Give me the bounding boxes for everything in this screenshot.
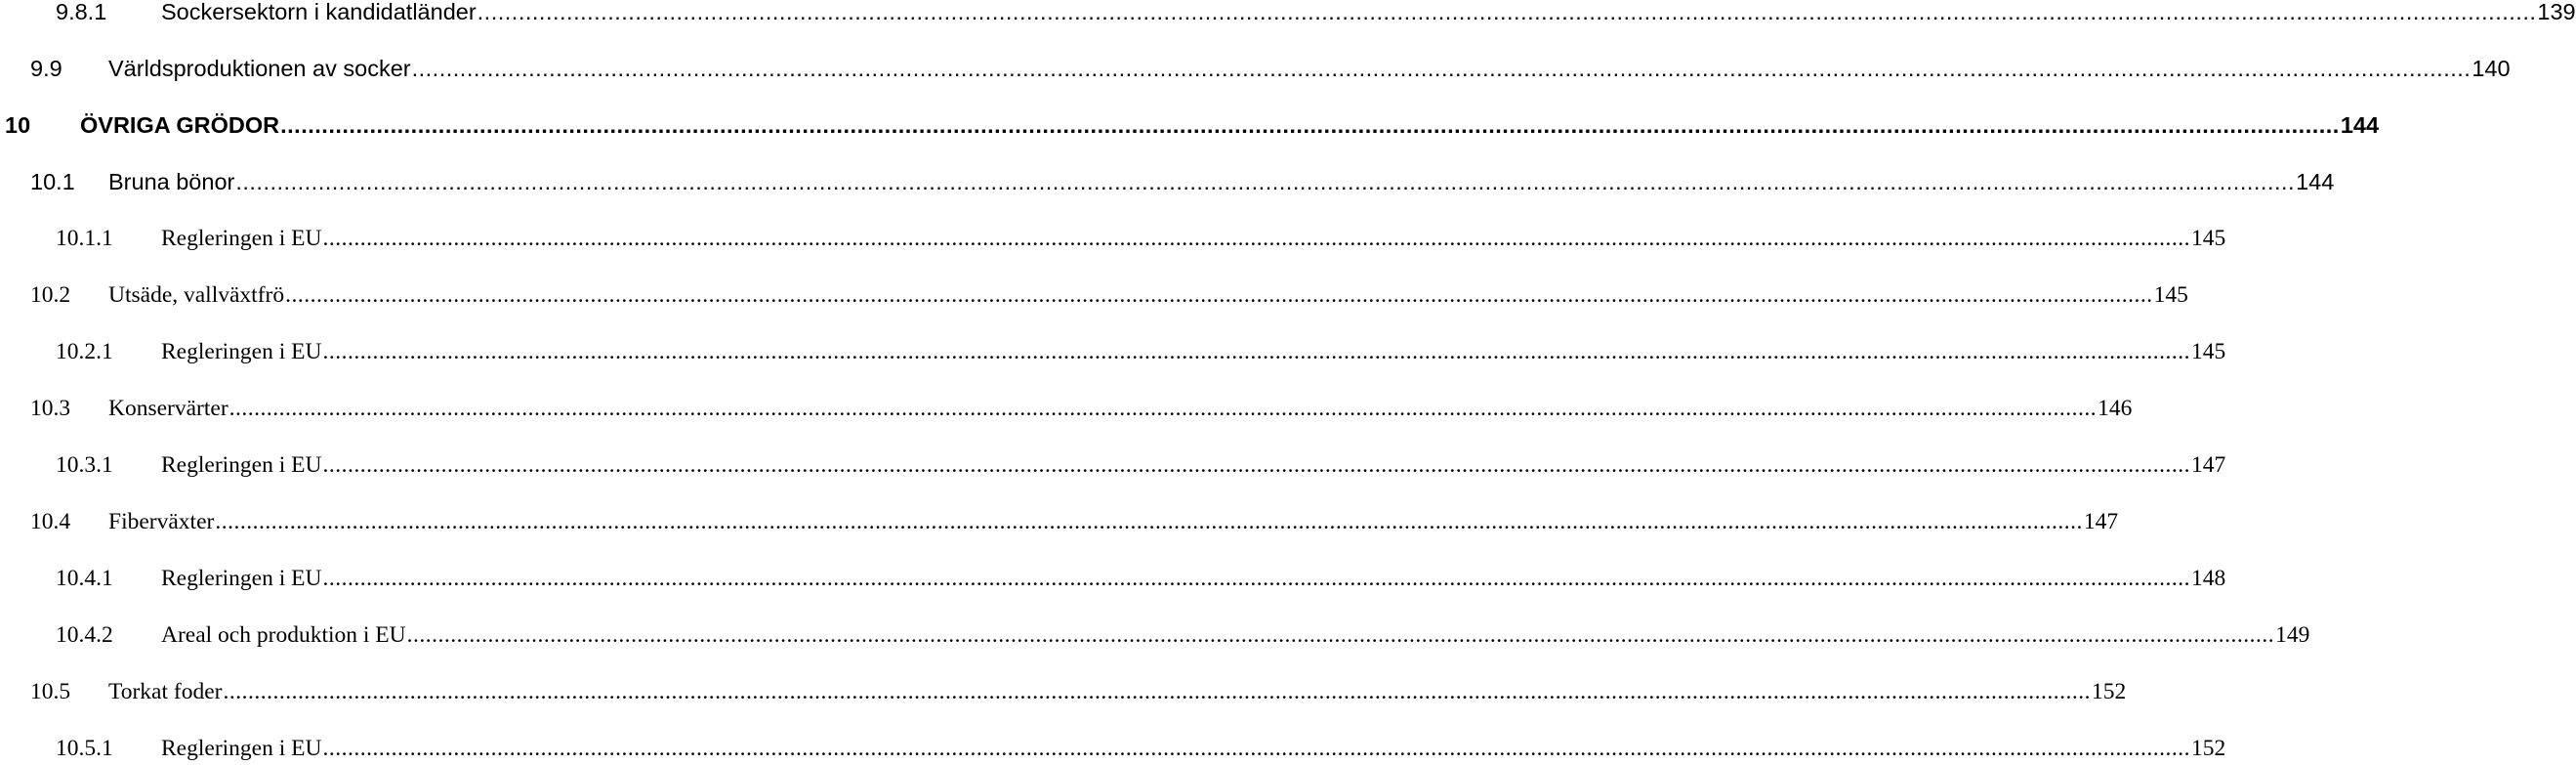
dot-leader: ............................................................................................................................................................................................................................................................................................................ [322,736,2190,761]
toc-entry-number: 9.9 [30,56,62,81]
dot-leader: ............................................................................................................................................................................................................................................................................................................ [223,679,2091,704]
toc-entry-number: 9.8.1 [56,0,107,24]
toc-entry-title: Regleringen i EU [161,736,322,761]
toc-entry-page: 144 [2340,112,2380,138]
toc-entry-number: 10.4.2 [56,622,113,648]
toc-entry-title: Världsproduktionen av socker [108,56,411,81]
toc-entry-10-5[interactable] [30,677,2127,706]
toc-entry-title: Fiberväxter [108,509,215,534]
dot-leader: ............................................................................................................................................................................................................................................................................................................ [411,56,2472,81]
toc-entry-10-1-1[interactable] [56,224,2226,253]
dot-leader: ............................................................................................................................................................................................................................................................................................................ [229,396,2098,421]
toc-entry-title: Regleringen i EU [161,226,322,251]
dot-leader: ............................................................................................................................................................................................................................................................................................................ [235,169,2296,194]
toc-entry-page: 145 [2190,339,2226,364]
toc-entry-number: 10.3.1 [56,452,113,478]
toc-entry-title: ÖVRIGA GRÖDOR [80,112,280,138]
dot-leader: ............................................................................................................................................................................................................................................................................................................ [406,622,2275,648]
toc-entry-page: 147 [2083,509,2119,534]
toc-entry-page: 144 [2296,169,2335,194]
toc-entry-title: Torkat foder [108,679,223,704]
toc-entry-page: 139 [2537,0,2576,24]
toc-entry-10-4-1[interactable] [56,564,2226,593]
dot-leader: ............................................................................................................................................................................................................................................................................................................ [285,282,2153,308]
toc-entry-page: 152 [2190,736,2226,761]
toc-entry-10-3-1[interactable] [56,450,2226,480]
toc-entry-10-5-1[interactable] [56,734,2226,763]
toc-entry-10[interactable] [5,110,2380,140]
toc-entry-number: 10 [5,112,31,138]
toc-entry-title: Bruna bönor [108,169,235,194]
toc-entry-number: 10.1 [30,169,75,194]
toc-entry-number: 10.5.1 [56,736,113,761]
toc-entry-page: 140 [2472,56,2511,81]
toc-entry-page: 148 [2190,566,2226,591]
toc-entry-10-2[interactable] [30,280,2188,310]
toc-entry-title: Sockersektorn i kandidatländer [161,0,477,24]
toc-entry-10-3[interactable] [30,394,2133,423]
dot-leader: ............................................................................................................................................................................................................................................................................................................ [322,566,2190,591]
toc-entry-10-2-1[interactable] [56,337,2226,366]
toc-entry-title: Areal och produktion i EU [161,622,406,648]
dot-leader: ............................................................................................................................................................................................................................................................................................................ [280,112,2340,138]
toc-entry-title: Regleringen i EU [161,452,322,478]
toc-entry-page: 152 [2091,679,2127,704]
dot-leader: ............................................................................................................................................................................................................................................................................................................ [322,339,2190,364]
toc-entry-9-9[interactable] [30,54,2511,83]
toc-entry-number: 10.4.1 [56,566,113,591]
toc-entry-title: Regleringen i EU [161,339,322,364]
toc-entry-10-4-2[interactable] [56,620,2310,650]
dot-leader: ............................................................................................................................................................................................................................................................................................................ [322,226,2190,251]
toc-entry-page: 147 [2190,452,2226,478]
toc-entry-title: Regleringen i EU [161,566,322,591]
dot-leader: ............................................................................................................................................................................................................................................................................................................ [215,509,2083,534]
toc-entry-number: 10.2.1 [56,339,113,364]
dot-leader: ............................................................................................................................................................................................................................................................................................................ [477,0,2537,24]
toc-entry-number: 10.1.1 [56,226,113,251]
toc-entry-number: 10.5 [30,679,71,704]
toc-entry-10-4[interactable] [30,507,2119,536]
toc-entry-9-8-1[interactable] [56,0,2576,26]
dot-leader: ............................................................................................................................................................................................................................................................................................................ [322,452,2190,478]
toc-entry-number: 10.4 [30,509,71,534]
toc-entry-number: 10.2 [30,282,71,308]
toc-entry-page: 149 [2275,622,2310,648]
toc-entry-number: 10.3 [30,396,71,421]
toc-entry-page: 145 [2190,226,2226,251]
toc-entry-title: Utsäde, vallväxtfrö [108,282,285,308]
toc-entry-10-1[interactable] [30,167,2335,196]
toc-entry-title: Konservärter [108,396,229,421]
toc-entry-page: 146 [2098,396,2133,421]
toc-entry-page: 145 [2153,282,2188,308]
